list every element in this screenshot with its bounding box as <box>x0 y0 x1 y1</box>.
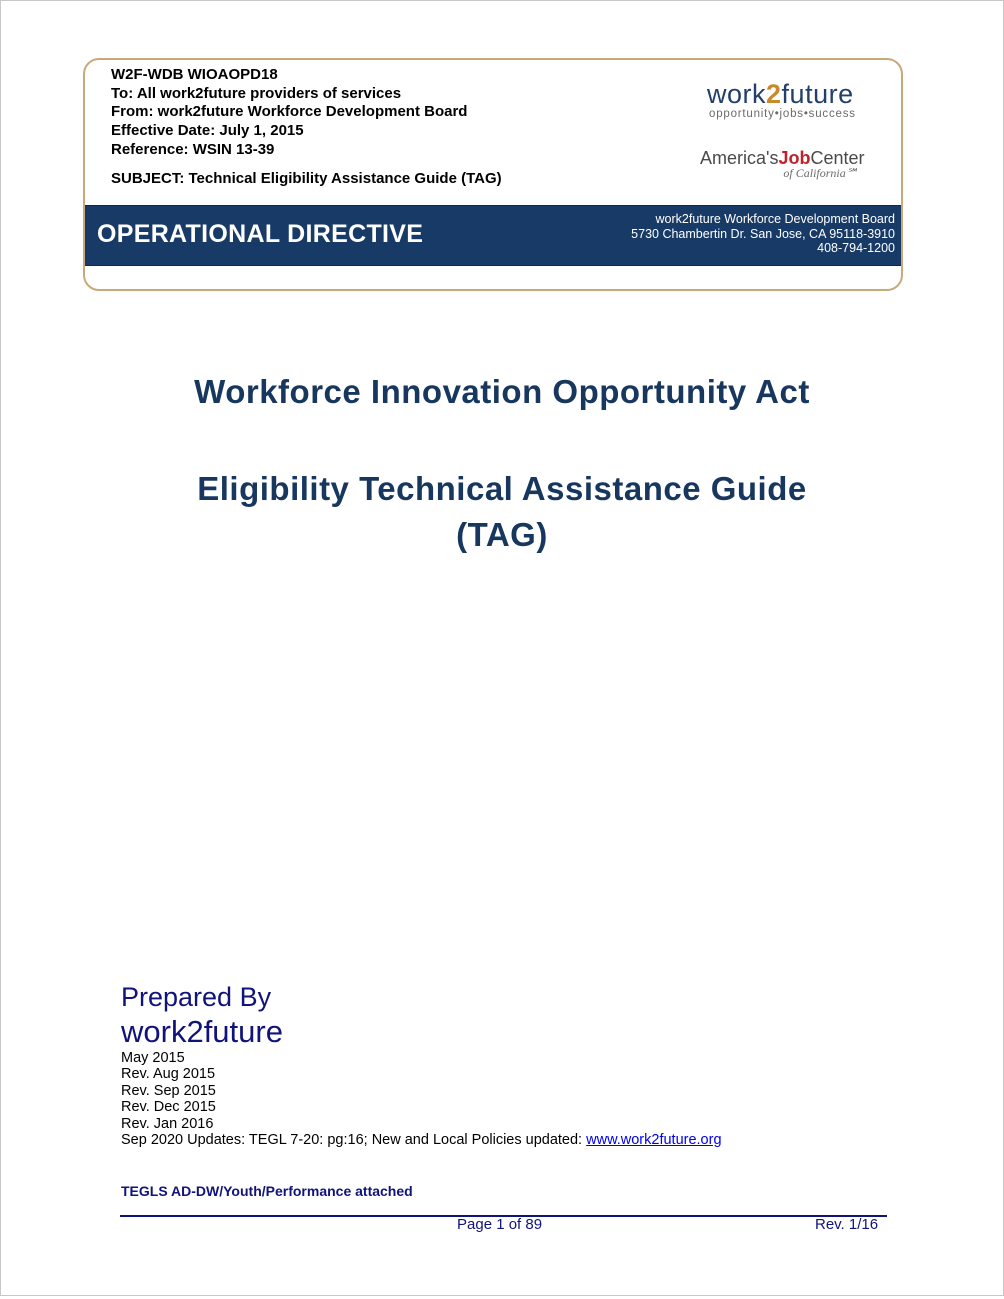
logo-two: 2 <box>766 79 782 109</box>
memo-code: W2F-WDB WIOAOPD18 <box>111 66 278 83</box>
logo-tagline: opportunity•jobs•success <box>709 108 856 120</box>
update-note-text: Sep 2020 Updates: TEGL 7-20: pg:16; New and Local Policies updated: <box>121 1132 587 1149</box>
revision-item: Rev. Jan 2016 <box>121 1115 214 1132</box>
revision-item: Rev. Sep 2015 <box>121 1082 216 1099</box>
banner-address: 5730 Chambertin Dr. San Jose, CA 95118-3910 <box>631 226 895 241</box>
update-note <box>121 1132 722 1148</box>
logo-americas: America's <box>700 148 779 168</box>
work2future-link[interactable]: www.work2future.org <box>586 1132 722 1149</box>
document-title-line1: Workforce Innovation Opportunity Act <box>194 373 810 410</box>
memo-effective-date: Effective Date: July 1, 2015 <box>111 122 304 140</box>
logo-work: work <box>707 79 767 109</box>
revision-item: May 2015 <box>121 1050 185 1066</box>
directive-header <box>83 58 903 291</box>
document-title-line3: (TAG) <box>456 516 548 553</box>
banner-phone: 408-794-1200 <box>817 241 895 255</box>
document-title-block <box>0 466 1004 558</box>
memo-from: From: work2future Workforce Development Board <box>111 103 468 121</box>
memo-to: To: All work2future providers of services <box>111 84 402 102</box>
logo-job: Job <box>778 148 811 168</box>
revision-item: Rev. Aug 2015 <box>121 1066 216 1083</box>
revision-history <box>121 1050 722 1148</box>
memo-block <box>111 66 502 188</box>
revision-item: Rev. Dec 2015 <box>121 1099 216 1116</box>
prepared-by-block <box>121 980 283 1050</box>
banner-org: work2future Workforce Development Board <box>655 212 895 226</box>
attachments-note: TEGLS AD-DW/Youth/Performance attached <box>121 1183 413 1199</box>
banner-title: OPERATIONAL DIRECTIVE <box>97 220 424 248</box>
operational-directive-banner <box>85 205 903 266</box>
logo-future: future <box>781 79 854 109</box>
memo-subject: SUBJECT: Technical Eligibility Assistance Guide (TAG) <box>111 169 502 187</box>
logo-of-california: of California℠ <box>783 166 858 180</box>
americas-job-center-logo <box>700 148 890 181</box>
prepared-by-org: work2future <box>121 1014 283 1049</box>
prepared-by-label: Prepared By <box>121 982 272 1012</box>
work2future-logo <box>707 80 887 120</box>
memo-reference: Reference: WSIN 13-39 <box>111 140 275 158</box>
banner-address-block <box>631 212 895 256</box>
logo-center: Center <box>810 148 865 168</box>
document-title-line2: Eligibility Technical Assistance Guide <box>197 470 807 507</box>
footer-revision: Rev. 1/16 <box>815 1216 879 1233</box>
footer-page-number: Page 1 of 89 <box>457 1216 543 1233</box>
